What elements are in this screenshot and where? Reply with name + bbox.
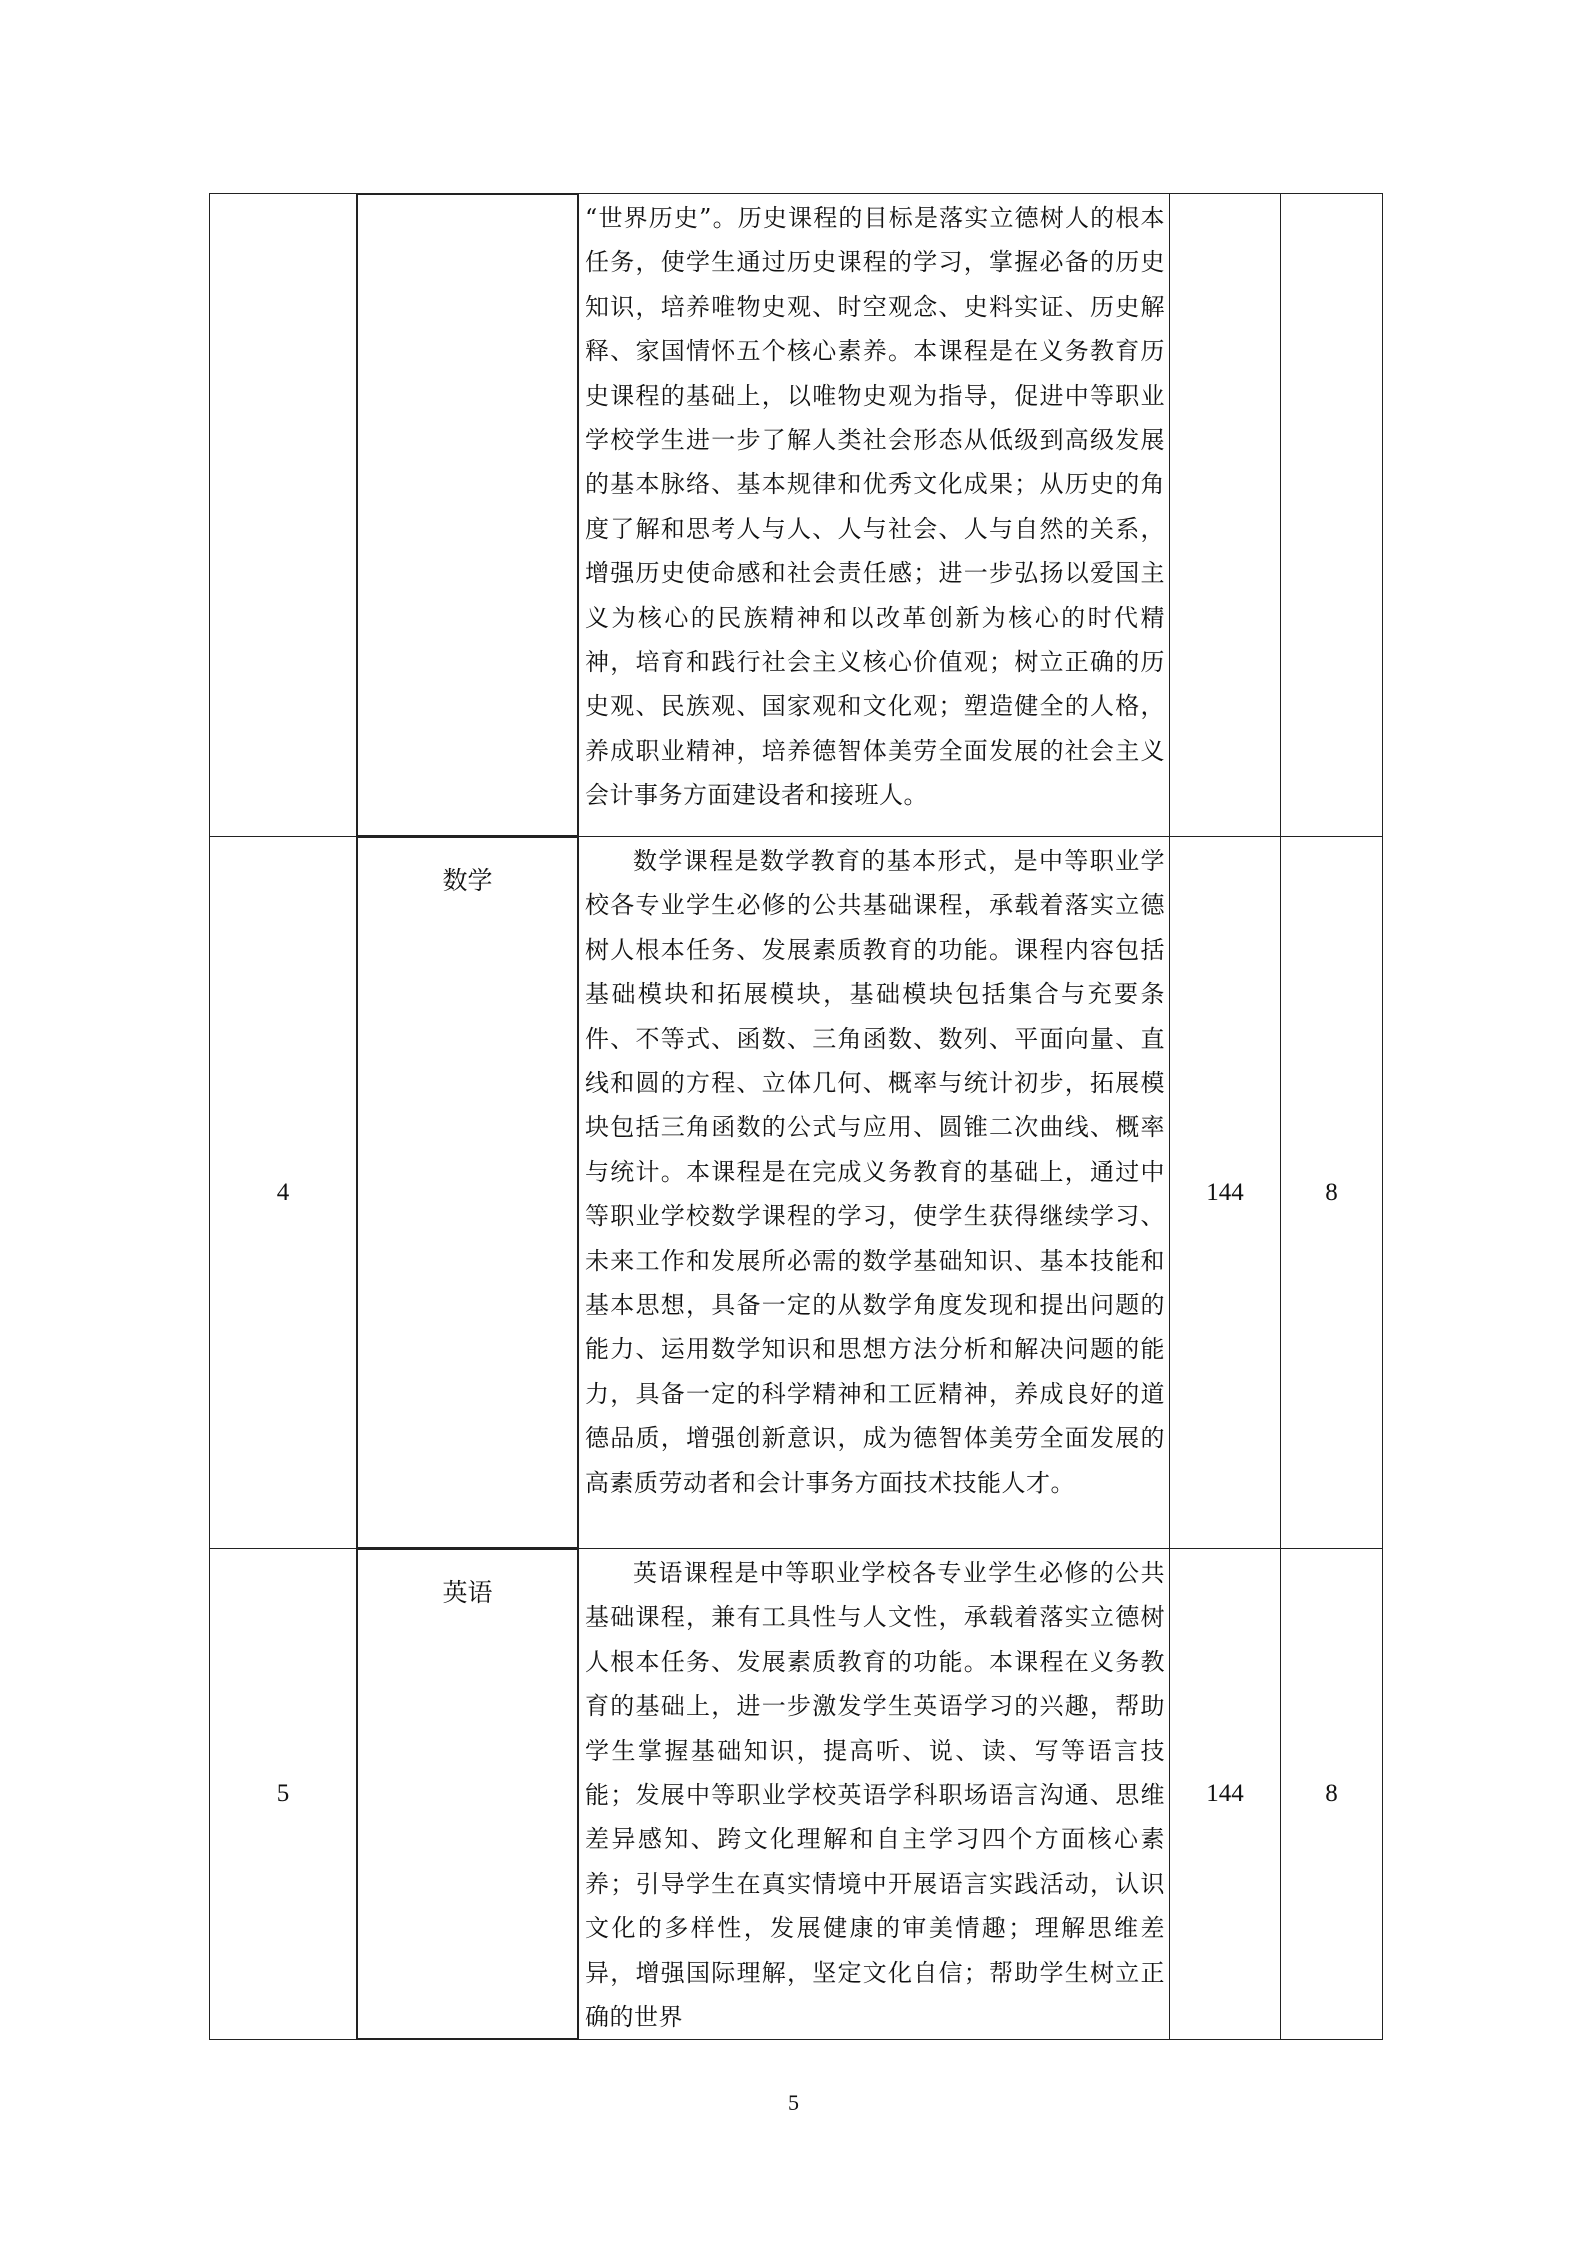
page-number: 5 — [788, 2090, 799, 2115]
course-description: 数学课程是数学教育的基本形式，是中等职业学校各专业学生必修的公共基础课程，承载着落实立德树人根本任务、发展素质教育的功能。课程内容包括基础模块和拓展模块，基础模块包括集合与充要条件、不等式、函数、三角函数、数列、平面向量、直线和圆的方程、立体几何、概率与统计初步，拓展模块包括三角函数的公式与应用、圆锥二次曲线、概率与统计。本课程是在完成义务教育的基础上，通过中等职业学校数学课程的学习，使学生获得继续学习、未来工作和发展所必需的数学基础知识、基本技能和基本思想，具备一定的从数学角度发现和提出问题的能力、运用数学知识和思想方法分析和解决问题的能力，具备一定的科学精神和工匠精神，养成良好的道德品质，增强创新意识，成为德智体美劳全面发展的高素质劳动者和会计事务方面技术技能人才。 — [585, 847, 1165, 1497]
course-number — [210, 194, 357, 837]
course-description-cell — [579, 1549, 1170, 2040]
course-description: 英语课程是中等职业学校各专业学生必修的公共基础课程，兼有工具性与人文性，承载着落实立德树人根本任务、发展素质教育的功能。本课程在义务教育的基础上，进一步激发学生英语学习的兴趣，帮助学生掌握基础知识，提高听、说、读、写等语言技能；发展中等职业学校英语学科职场语言沟通、思维差异感知、跨文化理解和自主学习四个方面核心素养；引导学生在真实情境中开展语言实践活动，认识文化的多样性，发展健康的审美情趣；理解思维差异，增强国际理解，坚定文化自信；帮助学生树立正确的世界 — [585, 1559, 1165, 2032]
course-number: 5 — [210, 1549, 357, 2040]
table-row — [210, 837, 1383, 1549]
course-name: 英语 — [357, 1549, 579, 2040]
course-credits: 8 — [1281, 837, 1383, 1549]
course-description: “世界历史”。历史课程的目标是落实立德树人的根本任务，使学生通过历史课程的学习，掌握必备的历史知识，培养唯物史观、时空观念、史料实证、历史解释、家国情怀五个核心素养。本课程是在义务教育历史课程的基础上，以唯物史观为指导，促进中等职业学校学生进一步了解人类社会形态从低级到高级发展的基本脉络、基本规律和优秀文化成果；从历史的角度了解和思考人与人、人与社会、人与自然的关系，增强历史使命感和社会责任感；进一步弘扬以爱国主义为核心的民族精神和以改革创新为核心的时代精神，培育和践行社会主义核心价值观；树立正确的历史观、民族观、国家观和文化观；塑造健全的人格，养成职业精神，培养德智体美劳全面发展的社会主义会计事务方面建设者和接班人。 — [585, 204, 1165, 810]
course-credits: 8 — [1281, 1549, 1383, 2040]
course-hours: 144 — [1170, 1549, 1281, 2040]
course-description-cell — [579, 837, 1170, 1549]
course-description-cell — [579, 194, 1170, 837]
course-hours: 144 — [1170, 837, 1281, 1549]
course-number: 4 — [210, 837, 357, 1549]
course-table — [209, 193, 1383, 2040]
course-name: 数学 — [357, 837, 579, 1549]
course-name — [357, 194, 579, 837]
course-credits — [1281, 194, 1383, 837]
table-row — [210, 1549, 1383, 2040]
table-row — [210, 194, 1383, 837]
course-hours — [1170, 194, 1281, 837]
